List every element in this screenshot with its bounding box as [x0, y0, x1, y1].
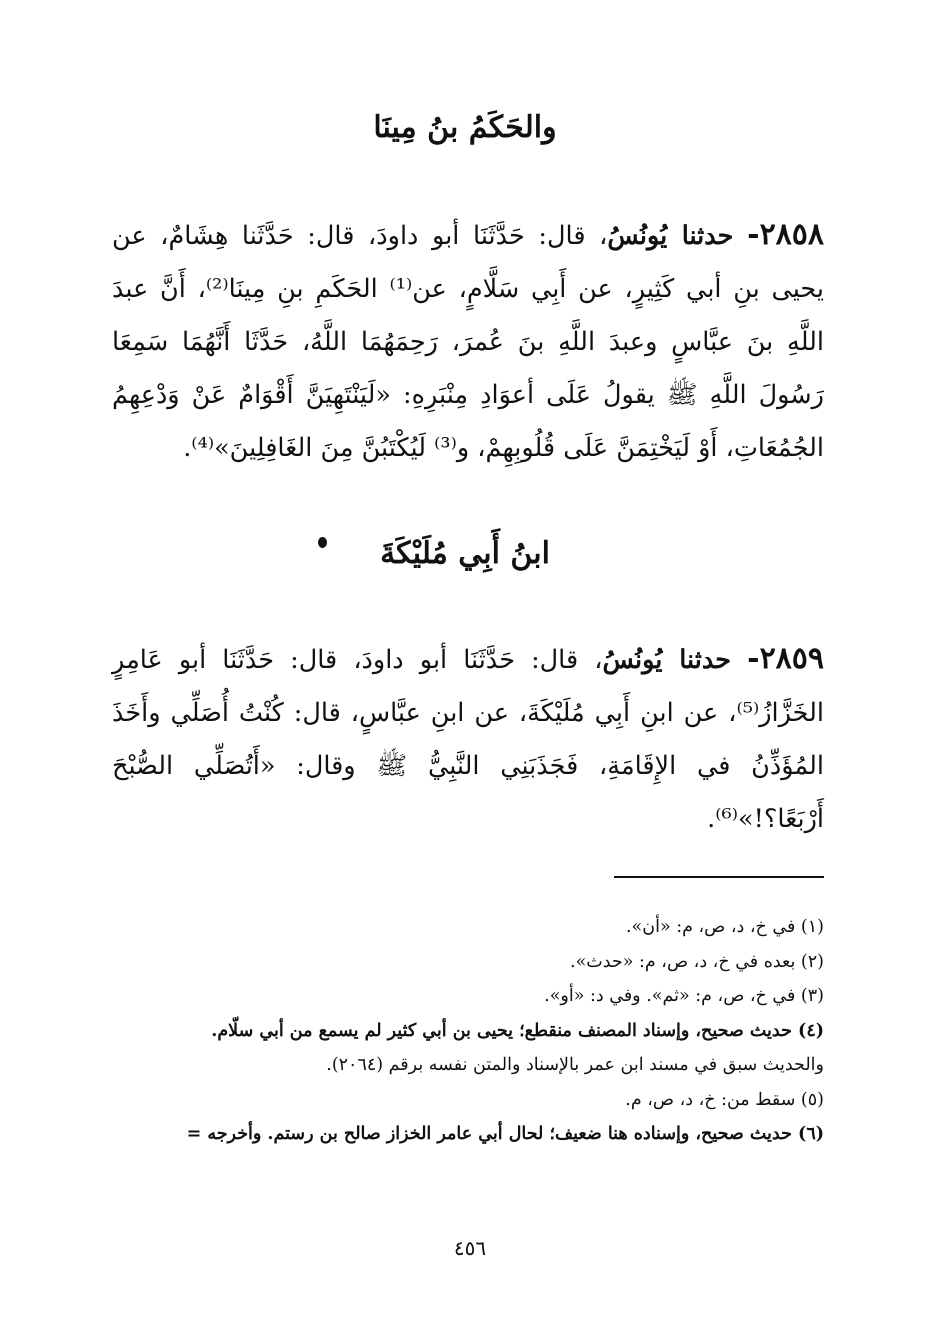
section-heading-hakam: والحَكَمُ بنُ مِينَا	[373, 110, 557, 145]
footnote-4: (٤) حديث صحيح، وإسناد المصنف منقطع؛ يحيى بن أبي كثير لم يسمع من أبي سلّام.	[211, 1020, 824, 1041]
hadith-text: ، قال: حَدَّثَنَا أبو داودَ، قال: حَدَّثَنا هِشَامٌ، عن يحيى بنِ أبي كَثِيرٍ، عن أَبِي سَلَّامٍ، عن⁽¹⁾ الحَكَمِ بنِ مِينَا⁽²⁾، أَنَّ عبدَ اللَّهِ بنَ عبَّاسٍ وعبدَ اللَّهِ بنَ عُمرَ، رَحِمَهُمَا اللَّهُ، حَدَّثَا أَنَّهُمَا سَمِعَا رَسُولَ اللَّهِ ﷺ يقولُ عَلَى أعوَادِ مِنْبَرِهِ: «لَيَنْتَهِيَنَّ أَقْوَامٌ عَنْ وَدْعِهِمُ الجُمُعَاتِ، أَوْ لَيَخْتِمَنَّ عَلَى قُلُوبِهِمْ، و⁽³⁾ لَيُكْتَبُنَّ مِنَ الغَافِلِينَ»⁽⁴⁾.	[112, 221, 824, 463]
hadith-2859	[112, 632, 824, 846]
page-number: ٤٥٦	[453, 1236, 487, 1260]
footnote-1: (١) في خ، د، ص، م: «أن».	[625, 917, 824, 937]
footnotes	[108, 910, 824, 1152]
hadith-lead: حدثنا يُونُسُ	[607, 221, 734, 251]
footnote-5: (٥) سقط من: خ، د، ص، م.	[625, 1089, 824, 1110]
hadith-number: ٢٨٥٩-	[747, 641, 825, 676]
hadith-number: ٢٨٥٨-	[747, 217, 825, 252]
hadith-2858	[112, 208, 824, 475]
footnote-6: (٦) حديث صحيح، وإسناده هنا ضعيف؛ لحال أبي عامر الخزاز صالح بن رستم. وأخرجه =	[186, 1124, 824, 1144]
footnote-3: (٣) في خ، ص، م: «ثم». وفي د: «أو».	[544, 986, 824, 1006]
hadith-lead: حدثنا يُونُسُ	[602, 645, 731, 675]
footnote-4-continuation: والحديث سبق في مسند ابن عمر بالإسناد والمتن نفسه برقم (٢٠٦٤).	[326, 1055, 824, 1075]
footnote-separator	[614, 876, 824, 878]
bullet-dot-icon	[318, 537, 327, 548]
section-heading-ibn-abi-mulaika: ابنُ أَبِي مُلَيْكَةَ	[380, 536, 550, 571]
footnote-2: (٢) بعده في خ، د، ص، م: «حدث».	[570, 951, 824, 972]
hadith-text: ، قال: حَدَّثَنَا أبو داودَ، قال: حَدَّثَنَا أبو عَامِرٍ الخَزَّازُ⁽⁵⁾، عن ابنِ أَبِي مُلَيْكَةَ، عن ابنِ عبَّاسٍ، قال: كُنْتُ أُصَلِّي وأَخَذَ المُؤَذِّنُ في الإِقَامَةِ، فَجَذَبَنِي النَّبِيُّ ﷺ وقال: «أَتُصَلِّي الصُّبْحَ أَرْبَعًا؟!»⁽⁶⁾.	[112, 645, 824, 834]
